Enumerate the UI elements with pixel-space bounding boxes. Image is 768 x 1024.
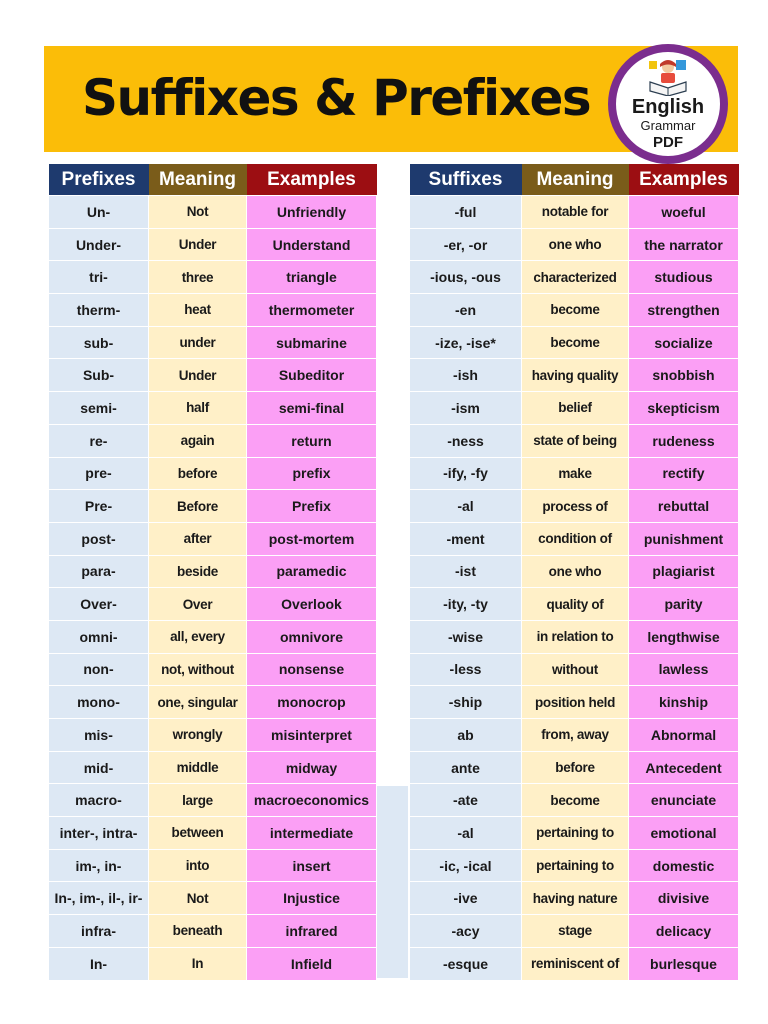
table-header-row [49,164,377,196]
table-row [410,915,739,948]
suffix-cell: -ify, -fy [410,457,522,490]
table-header-row [410,164,739,196]
example-cell: intermediate [247,817,377,850]
meaning-cell: before [522,751,629,784]
prefix-cell: infra- [49,915,149,948]
meaning-cell: pertaining to [522,817,629,850]
suffix-cell: -acy [410,915,522,948]
meaning-cell: pertaining to [522,849,629,882]
example-cell: studious [629,261,739,294]
prefix-cell: im-, in- [49,849,149,882]
table-row [49,947,377,980]
example-cell: plagiarist [629,555,739,588]
prefix-cell: Over- [49,588,149,621]
table-row [49,326,377,359]
example-cell: domestic [629,849,739,882]
suffix-cell: -ist [410,555,522,588]
suffix-cell: ante [410,751,522,784]
example-cell: delicacy [629,915,739,948]
example-cell: post-mortem [247,522,377,555]
prefix-cell: mono- [49,686,149,719]
suffix-cell: -ive [410,882,522,915]
example-cell: emotional [629,817,739,850]
meaning-cell: become [522,784,629,817]
meaning-cell: Under [149,359,247,392]
example-cell: woeful [629,196,739,229]
table-row [49,261,377,294]
meaning-cell: In [149,947,247,980]
suffix-cell: -ful [410,196,522,229]
example-cell: nonsense [247,653,377,686]
example-cell: socialize [629,326,739,359]
meaning-cell: Not [149,882,247,915]
suffix-cell: -ish [410,359,522,392]
meaning-cell: beneath [149,915,247,948]
table-row [410,620,739,653]
example-cell: semi-final [247,392,377,425]
example-cell: the narrator [629,228,739,261]
table-row [49,588,377,621]
meaning-cell: in relation to [522,620,629,653]
prefix-cell: therm- [49,294,149,327]
table-row [410,719,739,752]
table-row [410,196,739,229]
gap-filler [376,786,408,978]
logo-text-pdf: PDF [653,134,683,151]
meaning-cell: heat [149,294,247,327]
meaning-cell: Not [149,196,247,229]
meaning-cell: between [149,817,247,850]
table-row [410,686,739,719]
meaning-cell: state of being [522,424,629,457]
column-header-examples: Examples [629,164,739,196]
example-cell: paramedic [247,555,377,588]
table-row [49,751,377,784]
meaning-cell: reminiscent of [522,947,629,980]
example-cell: snobbish [629,359,739,392]
prefix-cell: In-, im-, il-, ir- [49,882,149,915]
meaning-cell: become [522,294,629,327]
meaning-cell: condition of [522,522,629,555]
table-row [49,882,377,915]
meaning-cell: position held [522,686,629,719]
table-row [410,326,739,359]
example-cell: rudeness [629,424,739,457]
meaning-cell: under [149,326,247,359]
meaning-cell: half [149,392,247,425]
prefix-cell: Under- [49,228,149,261]
meaning-cell: one who [522,555,629,588]
meaning-cell: characterized [522,261,629,294]
example-cell: Injustice [247,882,377,915]
meaning-cell: wrongly [149,719,247,752]
example-cell: macroeconomics [247,784,377,817]
table-row [49,457,377,490]
meaning-cell: having quality [522,359,629,392]
prefix-cell: macro- [49,784,149,817]
prefix-cell: pre- [49,457,149,490]
prefix-cell: semi- [49,392,149,425]
suffix-cell: -ity, -ty [410,588,522,621]
example-cell: thermometer [247,294,377,327]
table-row [49,915,377,948]
prefix-cell: para- [49,555,149,588]
table-row [49,620,377,653]
prefix-cell: Sub- [49,359,149,392]
meaning-cell: belief [522,392,629,425]
table-row [410,294,739,327]
example-cell: infrared [247,915,377,948]
meaning-cell: notable for [522,196,629,229]
meaning-cell: stage [522,915,629,948]
suffix-cell: -esque [410,947,522,980]
prefix-cell: re- [49,424,149,457]
table-row [410,588,739,621]
prefix-cell: non- [49,653,149,686]
example-cell: punishment [629,522,739,555]
meaning-cell: quality of [522,588,629,621]
column-header-meaning: Meaning [149,164,247,196]
example-cell: insert [247,849,377,882]
page-title: Suffixes & Prefixes [82,69,591,127]
meaning-cell: into [149,849,247,882]
example-cell: lawless [629,653,739,686]
column-header-suffixes: Suffixes [410,164,522,196]
meaning-cell: Before [149,490,247,523]
meaning-cell: one, singular [149,686,247,719]
example-cell: rectify [629,457,739,490]
prefix-cell: Pre- [49,490,149,523]
table-row [410,817,739,850]
table-row [49,719,377,752]
prefix-cell: mis- [49,719,149,752]
prefix-cell: Un- [49,196,149,229]
logo-badge [616,52,720,156]
meaning-cell: Over [149,588,247,621]
example-cell: triangle [247,261,377,294]
example-cell: Unfriendly [247,196,377,229]
column-header-meaning: Meaning [522,164,629,196]
table-row [410,522,739,555]
logo-text-grammar: Grammar [640,118,696,133]
example-cell: omnivore [247,620,377,653]
example-cell: burlesque [629,947,739,980]
suffix-cell: -ic, -ical [410,849,522,882]
prefix-cell: In- [49,947,149,980]
suffix-cell: -al [410,490,522,523]
table-row [410,882,739,915]
table-row [410,784,739,817]
table-row [49,653,377,686]
example-cell: misinterpret [247,719,377,752]
suffix-cell: -ate [410,784,522,817]
meaning-cell: all, every [149,620,247,653]
english-grammar-pdf-logo [608,44,728,164]
example-cell: enunciate [629,784,739,817]
suffix-cell: -er, -or [410,228,522,261]
suffix-cell: -ize, -ise* [410,326,522,359]
table-row [410,653,739,686]
meaning-cell: without [522,653,629,686]
suffix-cell: -ness [410,424,522,457]
suffix-cell: ab [410,719,522,752]
prefix-cell: tri- [49,261,149,294]
table-row [410,490,739,523]
meaning-cell: one who [522,228,629,261]
table-row [49,784,377,817]
prefix-cell: omni- [49,620,149,653]
table-row [49,849,377,882]
table-row [49,359,377,392]
table-row [410,392,739,425]
example-cell: prefix [247,457,377,490]
example-cell: kinship [629,686,739,719]
suffix-cell: -al [410,817,522,850]
prefix-cell: mid- [49,751,149,784]
meaning-cell: Under [149,228,247,261]
column-header-examples: Examples [247,164,377,196]
table-row [49,555,377,588]
meaning-cell: from, away [522,719,629,752]
table-row [49,392,377,425]
suffix-cell: -ship [410,686,522,719]
meaning-cell: make [522,457,629,490]
meaning-cell: three [149,261,247,294]
meaning-cell: after [149,522,247,555]
example-cell: parity [629,588,739,621]
example-cell: monocrop [247,686,377,719]
meaning-cell: before [149,457,247,490]
example-cell: rebuttal [629,490,739,523]
meaning-cell: having nature [522,882,629,915]
prefix-cell: sub- [49,326,149,359]
example-cell: Prefix [247,490,377,523]
reading-kid-icon [646,58,690,96]
table-row [410,555,739,588]
meaning-cell: large [149,784,247,817]
example-cell: Abnormal [629,719,739,752]
example-cell: Understand [247,228,377,261]
suffix-cell: -ism [410,392,522,425]
table-row [49,490,377,523]
meaning-cell: middle [149,751,247,784]
example-cell: divisive [629,882,739,915]
table-row [49,228,377,261]
example-cell: return [247,424,377,457]
table-row [49,686,377,719]
suffix-cell: -ious, -ous [410,261,522,294]
meaning-cell: not, without [149,653,247,686]
suffixes-table [409,164,739,981]
table-row [410,359,739,392]
table-row [410,947,739,980]
logo-text-english: English [631,96,705,118]
example-cell: strengthen [629,294,739,327]
meaning-cell: beside [149,555,247,588]
suffix-cell: -less [410,653,522,686]
suffix-cell: -ment [410,522,522,555]
prefixes-table [48,164,377,981]
table-row [49,522,377,555]
example-cell: Overlook [247,588,377,621]
example-cell: Antecedent [629,751,739,784]
table-row [410,228,739,261]
example-cell: Subeditor [247,359,377,392]
meaning-cell: process of [522,490,629,523]
suffix-cell: -en [410,294,522,327]
table-row [410,261,739,294]
meaning-cell: become [522,326,629,359]
table-row [410,849,739,882]
table-row [49,196,377,229]
prefix-cell: post- [49,522,149,555]
prefix-cell: inter-, intra- [49,817,149,850]
example-cell: Infield [247,947,377,980]
table-row [410,751,739,784]
example-cell: submarine [247,326,377,359]
example-cell: lengthwise [629,620,739,653]
table-row [410,424,739,457]
column-header-prefixes: Prefixes [49,164,149,196]
table-row [49,294,377,327]
table-row [49,424,377,457]
table-row [49,817,377,850]
meaning-cell: again [149,424,247,457]
example-cell: skepticism [629,392,739,425]
example-cell: midway [247,751,377,784]
table-row [410,457,739,490]
suffix-cell: -wise [410,620,522,653]
